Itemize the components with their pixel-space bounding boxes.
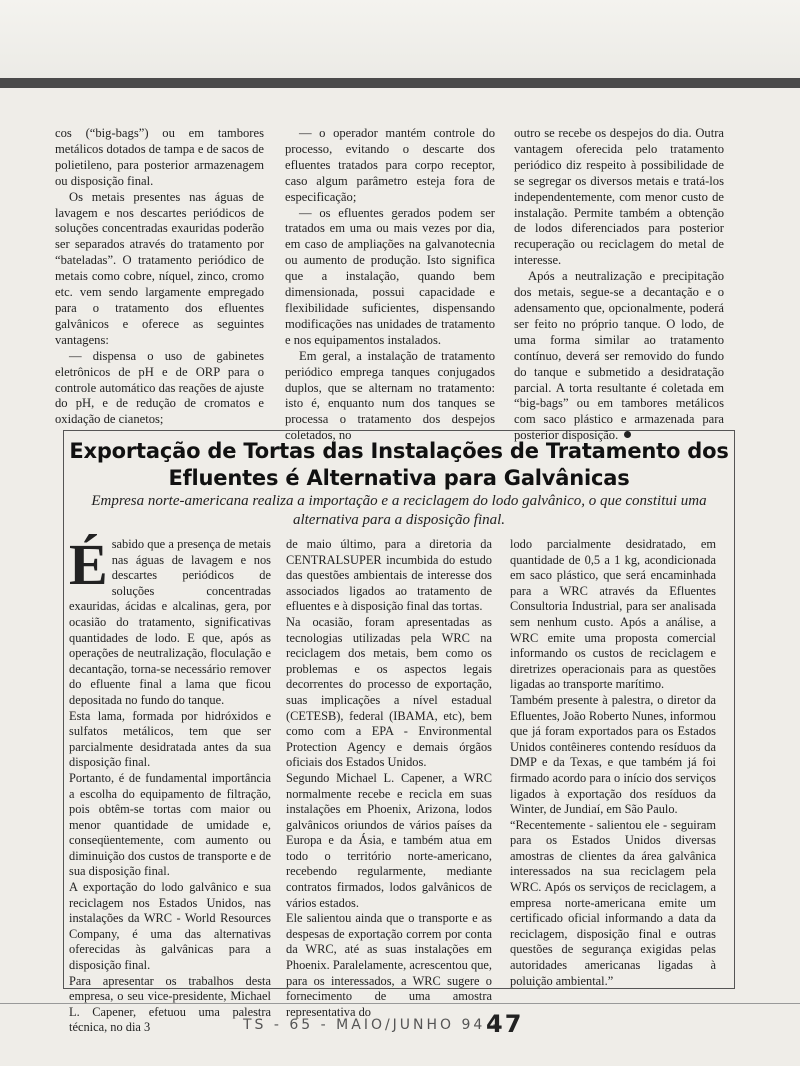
article2-column-1 [69,532,271,1036]
paragraph: Portanto, é de fundamental importância a escolha do equipamento de filtração, pois obtêm-se tortas com maior ou menor quantidade de umidade e, conseqüentemente, com aumento ou diminuição dos custos de transporte e de sua disposição final. [69,770,271,879]
paragraph: Em geral, a instalação de tratamento periódico emprega tanques conjugados duplos, que se alternam no tratamento: isto é, enquanto num dos tanques se processa o tratamento dos despejos coletados, no [285,348,495,443]
article2-title: Exportação de Tortas das Instalações de Tratamento dos Efluentes é Alternativa para Galvânicas [69,439,729,490]
paragraph: A exportação do lodo galvânico e sua reciclagem nos Estados Unidos, nas instalações da WRC - World Resources Company, é uma das alternativas oferecidas às galvânicas para a disposição final. [69,880,271,973]
paragraph-first [69,532,271,709]
footer-rule [0,1003,800,1004]
paragraph: “Recentemente - salientou ele - seguiram para os Estados Unidos diversas amostras de clientes da área galvânica interessados na sua reciclagem pela WRC. Após os serviços de reciclagem, a empresa norte-americana emite um certificado oficial informando a data da reciclagem, disposição final e outras questões de segurança exigidas pelas autoridades americanas ligadas à poluição ambiental.” [510,817,716,988]
paragraph: Também presente à palestra, o diretor da Efluentes, João Roberto Nunes, informou que já foram exportados para os Estados Unidos contêineres contendo resíduos da DMP e da Texas, e que também já foi firmado acordo para o início dos serviços ligados à exportação dos resíduos da Winter, de Jundiaí, em São Paulo. [510,692,716,817]
page-number: 47 [486,1010,524,1038]
article1-column-2 [285,126,495,444]
paragraph: Para apresentar os trabalhos desta empresa, o seu vice-presidente, Michael L. Capener, efetuou uma palestra técnica, no dia 3 [69,973,271,1035]
paragraph: Segundo Michael L. Capener, a WRC normalmente recebe e recicla em suas instalações em Phoenix, Arizona, lodos galvânicos oriundos de vários países da Europa e da Ásia, e também atua em todo o território norte-americano, recebendo regularmente, mediante contratos firmados, lodos galvânicos de vários estados. [286,770,492,910]
paragraph-text: sabido que a presença de metais nas águas de lavagem e nos descartes periódicos de soluções concentradas exauridas, ácidas e alcalinas, gera, por ocasião do tratamento, significativas quantidades de lodo. E que, após as operações de neutralização, floculação e decantação, torna-se necessário remover do efluente final a lama que ficou depositada no fundo do tanque. [69,537,271,707]
paragraph: outro se recebe os despejos do dia. Outra vantagem oferecida pelo tratamento periódico diz respeito à possibilidade de se segregar os diversos metais e tratá-los independentemente, com menor custo de instalação. Permite também a obtenção de lodos diferenciados para posterior recuperação ou reciclagem do metal de interesse. [514,126,724,268]
article2-column-3 [510,537,716,989]
article1-column-3 [514,126,724,444]
drop-cap: É [69,532,108,597]
paragraph-text: Após a neutralização e precipitação dos metais, segue-se a decantação e o adensamento que, opcionalmente, poderá ser feito no próprio tanque. O lodo, de uma forma similar ao tratamento contínuo, deverá ser removido do fundo do tanque e submetido a desidratação parcial. A torta resultante é coletada em “big-bags” ou em tambores metálicos com saco plástico e armazenada para posterior disposição. [514,269,724,443]
article2-column-2 [286,537,492,1020]
footer-issue-info: TS - 65 - MAIO/JUNHO 94 - [243,1017,501,1033]
paragraph: Na ocasião, foram apresentadas as tecnologias utilizadas pela WRC na reciclagem dos metais, bem como os problemas e os aspectos legais decorrentes do processo de exportação, suas implicações a nível estadual (CETESB), federal (IBAMA, etc), bem como com a EPA - Environmental Protection Agency e demais órgãos oficiais dos Estados Unidos. [286,614,492,770]
paragraph: — dispensa o uso de gabinetes eletrônicos de pH e de ORP para o controle automático das reações de ajuste do pH, e de redução de cromatos e oxidação de cianetos; [55,348,264,427]
article1-column-1 [55,126,264,428]
paragraph: lodo parcialmente desidratado, em quantidade de 0,5 a 1 kg, acondicionada em saco plástico, que será encaminhada para a WRC através da Efluentes Consultoria Industrial, para ser analisada sem nenhum custo. Após a análise, a WRC emite uma proposta comercial informando os custos de reciclagem e diretrizes operacionais para as questões ligadas ao transporte marítimo. [510,537,716,692]
paragraph: de maio último, para a diretoria da CENTRALSUPER incumbida do estudo das questões ambientais de interesse dos associados ligados ao tratamento de efluentes e à disposição final das tortas. [286,537,492,614]
page-top-area [0,0,800,78]
paragraph: — o operador mantém controle do processo, evitando o descarte dos efluentes tratados para corpo receptor, caso algum parâmetro esteja fora de especificação; [285,126,495,204]
paragraph: Os metais presentes nas águas de lavagem e nos descartes periódicos de soluções concentradas exauridas poderão ser separados através do tratamento por “bateladas”. O tratamento periódico de metais como cobre, níquel, zinco, cromo etc. vem sendo largamente empregado para o tratamento dos efluentes galvânicos e oferece as seguintes vantagens: [55,189,264,347]
paragraph: cos (“big-bags”) ou em tambores metálicos dotados de tampa e de sacos de polietileno, para posterior armazenagem ou disposição final. [55,126,264,188]
paragraph: Ele salientou ainda que o transporte e as despesas de exportação correm por conta da WRC, até as suas instalações em Phoenix. Paralelamente, acrescentou que, para os interessados, a WRC sugere o fornecimento de uma amostra representativa do [286,911,492,1019]
paragraph: — os efluentes gerados podem ser tratados em uma ou mais vezes por dia, em caso de ampliações na galvanotecnia ou aumento de produção. Isto significa que a instalação, quando bem dimensionada, possui capacidade e flexibilidade suficientes, dispensando modificações nas unidades de tratamento e nos equipamentos instalados. [285,205,495,347]
header-rule [0,78,800,88]
paragraph: Esta lama, formada por hidróxidos e sulfatos metálicos, tem que ser parcialmente desidratada antes da sua disposição final. [69,708,271,770]
article2-subtitle: Empresa norte-americana realiza a importação e a reciclagem do lodo galvânico, o que constitui uma alternativa para a disposição final. [91,493,707,528]
paragraph-last [514,269,724,444]
